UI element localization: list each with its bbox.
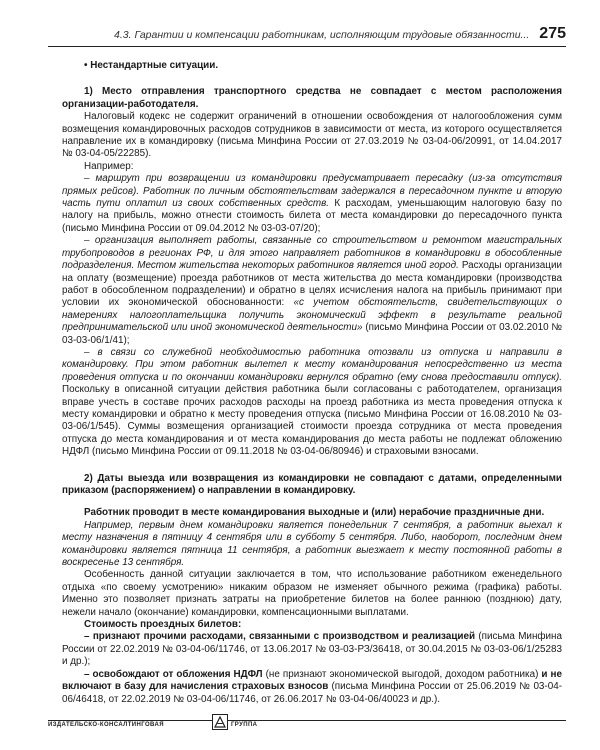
situation-1-paragraph: Налоговый кодекс не содержит ограничений в отношении освобождения от налогообложения сумм возмещения командировочных расходов сотрудников в зависимости от места, из которого осуществляется направление их в командировку (письма Минфина России от 27.03.2019 № 03-04-06/20991, от 14.04.2017 № 03-04-05/22285). bbox=[62, 111, 562, 160]
example-1-text: К расходам, уменьшающим налоговую базу по налогу на прибыль, можно отнести стоимость билета от места командировки до пересадочного пункта (письмо Минфина России от 09.04.2012 № 03-03-07/20); bbox=[62, 198, 562, 234]
example-2-tail: (письмо Минфина России от 03.02.2010 № 03-03-06/1/41); bbox=[62, 322, 562, 346]
cost-item-1-text: (письма Минфина России от 22.02.2019 № 03-04-06/11746, от 13.06.2017 № 03-03-РЗ/36418, от 30.04.2015 № 03-03-06/1/25283 и др.); bbox=[62, 631, 562, 668]
cost-item-1 bbox=[62, 631, 562, 668]
cost-item-2-mid: (не признают экономической выгодой, доходом работника) bbox=[262, 668, 542, 680]
situation-2-subheading: Работник проводит в месте командирования выходные и (или) нерабочие праздничные дни. bbox=[84, 507, 545, 519]
page-number: 275 bbox=[539, 25, 566, 42]
cost-item-1-bold: – признают прочими расходами, связанными с производством и реализацией bbox=[84, 631, 476, 643]
cost-item-2 bbox=[62, 669, 562, 706]
example-2-quote: «с учетом обстоятельств, свидетельствующих о намерениях налогоплательщика получить экономический эффект в результате реальной предпринимательской или иной экономической деятельности» bbox=[62, 297, 562, 334]
example-1-italic: – маршрут при возвращении из командировки предусматривает пересадку (из-за отсутствия прямых рейсов). Работник по личным обстоятельствам задержался в пересадочном пункте и вторую часть пути оплатил из своих собственных средств. bbox=[62, 173, 562, 210]
page-footer bbox=[48, 712, 566, 736]
publisher-group: ГРУППА bbox=[231, 722, 258, 728]
running-header bbox=[48, 22, 566, 47]
cost-item-2-bold-2: и не включают в базу для начисления страховых взносов bbox=[62, 668, 562, 693]
example-2-italic: – организация выполняет работы, связанные со строительством и ремонтом магистральных трубопроводов в регионах РФ, и для этого направляет работников в командировки в обособленные подразделения. Местом жительства некоторых работников является иной город. bbox=[62, 235, 562, 272]
cost-item-2-text: (письма Минфина России от 25.06.2019 № 03-04-06/46418, от 22.02.2019 № 03-04-06/11746, от 26.06.2017 № 03-04-06/40023 и др.). bbox=[62, 681, 562, 705]
example-1 bbox=[62, 173, 562, 235]
example-3-text: Поскольку в описанной ситуации действия работника были согласованы с работодателем, организация вправе учесть в составе прочих расходов расходы на проезд работника из места проведения отпуска к месту командировки и обратно к месту проведения отпуска (письмо Минфина России от 16.08.2010 № 03-03-06/1/545). Суммы возмещения организацией стоимости проезда сотрудника от места проведения отпуска до места командирования и от места командирования до места работы не подлежат обложению НДФЛ (письмо Минфина России от 09.11.2018 № 03-04-06/80946) и страховыми взносами. bbox=[62, 384, 562, 458]
example-3 bbox=[62, 347, 562, 459]
publisher-logo-icon bbox=[212, 714, 228, 730]
situation-2-paragraph: Особенность данной ситуации заключается в том, что использование работником еженедельного отдыха «по своему усмотрению» никаким образом не изменяет обычного режима (графика) работы. Именно это позволяет признать затраты на приобретение билетов на более раннюю (позднюю) дату, нежели начало (окончание) командировки, компенсационными выплатами. bbox=[62, 569, 562, 618]
situation-2-heading: 2) Даты выезда или возвращения из командировки не совпадают с датами, определенными приказом (распоряжением) о направлении в командировку. bbox=[62, 472, 562, 496]
example-2 bbox=[62, 235, 562, 347]
example-3-italic: – в связи со служебной необходимостью работника отозвали из отпуска и направили в командировку. При этом работник вылетел к месту командирования непосредственно из места проведения отпуска и по окончании командировки вернулся обратно (ему снова предоставили отпуск). bbox=[62, 346, 562, 383]
example-label: Например: bbox=[84, 160, 134, 172]
cost-item-2-bold: – освобождают от обложения НДФЛ bbox=[84, 668, 263, 680]
footer-rule bbox=[48, 720, 566, 721]
page-body bbox=[62, 60, 562, 706]
header-title: 4.3. Гарантии и компенсации работникам, исполняющим трудовые обязанности... bbox=[114, 29, 530, 41]
section-title: • Нестандартные ситуации. bbox=[84, 60, 219, 71]
situation-1-heading: 1) Место отправления транспортного средства не совпадает с местом расположения организации-работодателя. bbox=[62, 86, 562, 110]
cost-label: Стоимость проездных билетов: bbox=[84, 619, 242, 631]
publisher-name: ИЗДАТЕЛЬСКО-КОНСАЛТИНГОВАЯ bbox=[48, 722, 164, 728]
example-2-text: Расходы организации на оплату (возмещение) проезда работников от места жительства до места командировки (производства работ в обособленном подразделении) и обратно в целях исчисления налога на прибыль принимают при условии их экономической обоснованности: bbox=[62, 260, 562, 309]
situation-2-example: Например, первым днем командировки является понедельник 7 сентября, а работник выехал к месту назначения в пятницу 4 сентября или в субботу 5 сентября. Либо, наоборот, последним днем командировки является пятница 11 сентября, а работник выезжает к месту постоянной работы в воскресенье 13 сентября. bbox=[62, 519, 562, 569]
